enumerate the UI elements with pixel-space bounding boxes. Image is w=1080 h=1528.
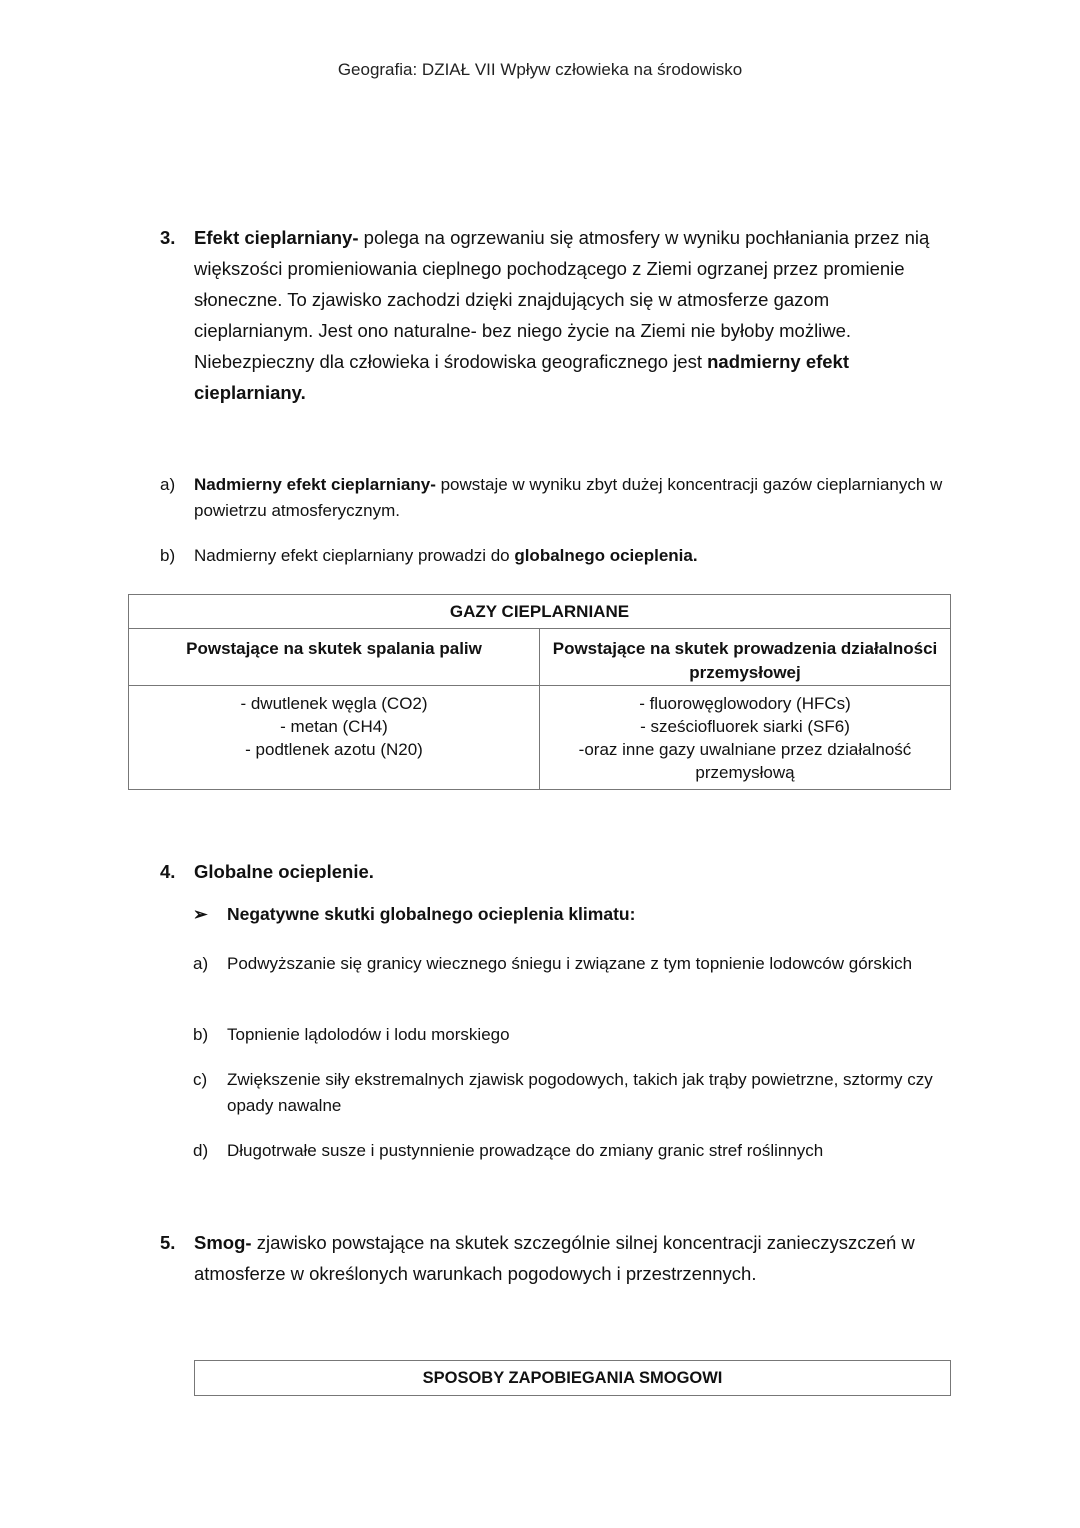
list-item: [193, 951, 953, 977]
section-number: 3.: [160, 227, 176, 248]
list-item: [193, 1138, 953, 1164]
definition-text: powstaje w wyniku zbyt dużej koncentracji gazów cieplarnianych w powietrzu atmosferycznym.: [194, 475, 943, 520]
list-item: [193, 1022, 953, 1048]
column-header-industry: Powstające na skutek prowadzenia działalności przemysłowej: [540, 629, 951, 686]
subpoint-text: Nadmierny efekt cieplarniany prowadzi do: [194, 546, 515, 565]
effects-heading: [193, 904, 635, 925]
term: Smog-: [194, 1232, 252, 1253]
bold-term: globalnego ocieplenia.: [514, 546, 698, 565]
section-number: 4.: [160, 861, 176, 882]
subpoint-label: a): [160, 475, 176, 494]
item-text: Zwiększenie siły ekstremalnych zjawisk pogodowych, takich jak trąby powietrzne, sztormy czy opady nawalne: [227, 1070, 933, 1115]
definition-text: zjawisko powstające na skutek szczególnie silnej koncentracji zanieczyszczeń w atmosferze w określonych warunkach pogodowych i przestrzennych.: [194, 1232, 915, 1284]
term: Nadmierny efekt cieplarniany-: [194, 475, 436, 494]
cell-fuel-gases: [129, 686, 540, 790]
list-item: - fluorowęglowodory (HFCs): [639, 694, 851, 713]
item-text: Podwyższanie się granicy wiecznego śniegu i związane z tym topnienie lodowców górskich: [227, 954, 913, 973]
cell-industry-gases: [540, 686, 951, 790]
greenhouse-gases-table: [128, 594, 951, 790]
subpoint-b: [160, 543, 950, 569]
item-label: a): [193, 954, 209, 973]
item-text: Długotrwałe susze i pustynnienie prowadzące do zmiany granic stref roślinnych: [227, 1141, 824, 1160]
section-4: [160, 858, 950, 886]
page-header: Geografia: DZIAŁ VII Wpływ człowieka na środowisko: [337, 60, 743, 79]
item-label: c): [193, 1070, 208, 1089]
list-item: - sześciofluorek siarki (SF6): [640, 717, 850, 736]
list-item: - podtlenek azotu (N20): [245, 740, 423, 759]
list-item: [193, 1067, 953, 1119]
subpoint-a: [160, 472, 950, 524]
list-item: - dwutlenek węgla (CO2): [240, 694, 428, 713]
section-number: 5.: [160, 1232, 176, 1253]
item-label: b): [193, 1025, 209, 1044]
column-header-fuel: Powstające na skutek spalania paliw: [129, 629, 540, 686]
section-title: Globalne ocieplenie.: [194, 861, 374, 882]
smog-prevention-table-title: SPOSOBY ZAPOBIEGANIA SMOGOWI: [194, 1360, 951, 1396]
item-text: Topnienie lądolodów i lodu morskiego: [227, 1025, 510, 1044]
item-label: d): [193, 1141, 209, 1160]
section-5: [160, 1227, 950, 1289]
list-item: -oraz inne gazy uwalniane przez działalność przemysłową: [578, 740, 912, 782]
section-3: [160, 222, 950, 408]
list-item: - metan (CH4): [280, 717, 388, 736]
subpoint-label: b): [160, 546, 176, 565]
bold-term: nadmierny efekt cieplarniany.: [194, 351, 850, 403]
table-title: GAZY CIEPLARNIANE: [129, 595, 951, 629]
effects-heading-text: Negatywne skutki globalnego ocieplenia klimatu:: [227, 904, 636, 924]
section-3-body: [194, 222, 950, 408]
term: Efekt cieplarniany-: [194, 227, 359, 248]
definition-text: polega na ogrzewaniu się atmosfery w wyniku pochłaniania przez nią większości promieniowania cieplnego pochodzącego z Ziemi ogrzanej przez promienie słoneczne. To zjawisko zachodzi dzięki znajdujących się w atmosferze gazom cieplarnianym. Jest ono naturalne- bez niego życie na Ziemi nie byłoby możliwe. Niebezpieczny dla człowieka i środowiska geograficznego jest: [194, 227, 930, 372]
arrow-bullet-icon: ➢: [193, 904, 208, 924]
